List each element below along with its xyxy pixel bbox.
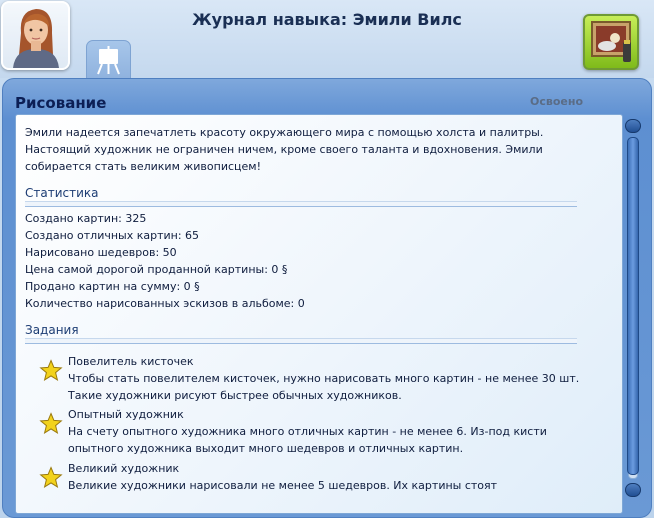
mastery-status: Освоено <box>530 95 584 108</box>
stat-item: Нарисовано шедевров: 50 <box>25 246 177 259</box>
tasks-heading: Задания <box>25 323 79 337</box>
task-title: Повелитель кисточек <box>68 355 194 368</box>
painting-skill-icon[interactable] <box>583 14 639 70</box>
task-title: Опытный художник <box>68 408 184 421</box>
scroll-down-button[interactable] <box>625 483 641 497</box>
easel-icon <box>87 41 130 79</box>
scroll-thumb[interactable] <box>627 137 639 475</box>
task-description: Чтобы стать повелителем кисточек, нужно нарисовать много картин - не менее 30 шт. Такие художники рисуют быстрее обычных художников. <box>68 372 580 402</box>
tasks-divider <box>25 338 577 344</box>
stats-divider <box>25 201 577 207</box>
skill-description: Эмили надеется запечатлеть красоту окружающего мира с помощью холста и палитры. Настоящий художник не ограничен ничем, кроме своего таланта и вдохновения. Эмили собирается стать великим живописцем! <box>25 126 544 173</box>
star-icon <box>39 466 63 490</box>
stat-item: Количество нарисованных эскизов в альбоме: 0 <box>25 297 305 310</box>
stat-item: Создано картин: 325 <box>25 212 147 225</box>
stats-heading: Статистика <box>25 186 99 200</box>
skill-name: Рисование <box>15 94 107 112</box>
stat-item: Создано отличных картин: 65 <box>25 229 200 242</box>
stats-list <box>25 210 545 312</box>
task-title: Великий художник <box>68 462 180 475</box>
tab-skill-painting[interactable] <box>86 40 131 79</box>
stat-item: Цена самой дорогой проданной картины: 0 § <box>25 263 288 276</box>
task-description: Великие художники нарисовали не менее 5 шедевров. Их картины стоят <box>68 479 498 492</box>
vertical-scrollbar[interactable] <box>624 119 640 497</box>
task-description: На счету опытного художника много отличных картин - не менее 6. Из-под кисти опытного художника выходит много шедевров и отличных картин. <box>68 425 547 455</box>
star-icon <box>39 412 63 436</box>
skill-journal-content <box>15 114 623 514</box>
window-title: Журнал навыка: Эмили Вилс <box>192 10 462 29</box>
star-icon <box>39 359 63 383</box>
stat-item: Продано картин на сумму: 0 § <box>25 280 200 293</box>
scroll-up-button[interactable] <box>625 119 641 133</box>
